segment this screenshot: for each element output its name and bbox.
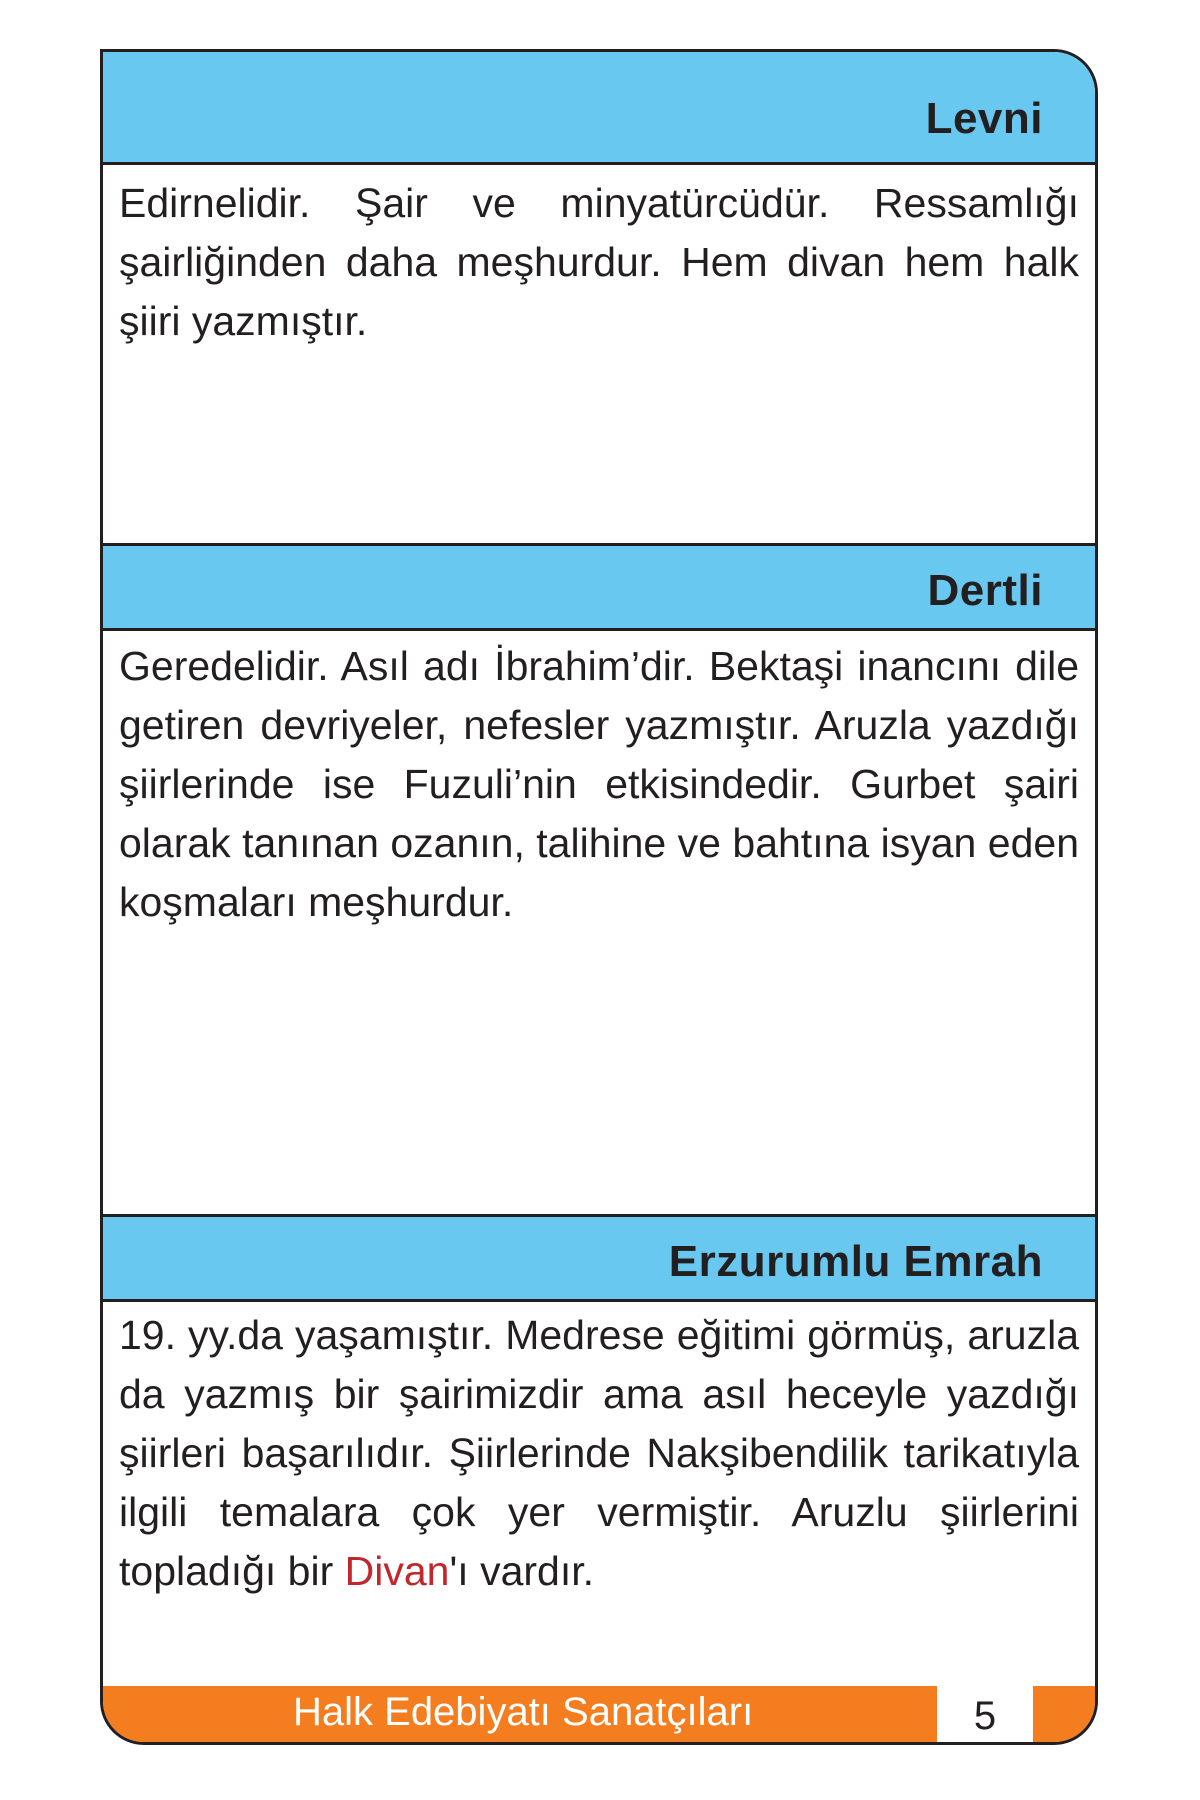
section-title-levni: Levni xyxy=(925,94,1043,143)
section-body-levni xyxy=(119,174,1079,351)
footer-label: Halk Edebiyatı Sanatçıları xyxy=(293,1690,754,1734)
section-title-dertli: Dertli xyxy=(927,566,1043,615)
biography-card xyxy=(100,49,1098,1745)
section-text-erzurumlu-emrah-main: 19. yy.da yaşamıştır. Medrese eğitimi görmüş, aruzla da yazmış bir şairimizdir ama asıl heceyle yazdığı şiirleri başarılıdır. Şiirlerinde Nakşibendilik tarikatıyla ilgili temalara çok yer vermiştir. Aruzlu şiirlerini topladığı bir xyxy=(119,1312,1079,1594)
section-title-erzurumlu-emrah: Erzurumlu Emrah xyxy=(668,1237,1043,1286)
page-number-box xyxy=(937,1686,1033,1742)
section-text-erzurumlu-emrah xyxy=(119,1306,1079,1601)
section-header-erzurumlu-emrah xyxy=(103,1214,1095,1302)
section-text-erzurumlu-emrah-end: 'ı vardır. xyxy=(449,1548,595,1594)
section-body-erzurumlu-emrah xyxy=(119,1306,1079,1601)
page-number: 5 xyxy=(973,1694,997,1738)
section-header-levni xyxy=(103,52,1095,165)
section-body-dertli xyxy=(119,637,1079,932)
highlight-divan: Divan xyxy=(344,1548,450,1594)
footer-bar xyxy=(103,1686,1095,1742)
section-text-levni: Edirnelidir. Şair ve minyatürcüdür. Ressamlığı şairliğinden daha meşhurdur. Hem divan hem halk şiiri yazmıştır. xyxy=(119,180,1079,344)
section-header-dertli xyxy=(103,543,1095,631)
section-text-dertli: Geredelidir. Asıl adı İbrahim’dir. Bektaşi inancını dile getiren devriyeler, nefesler yazmıştır. Aruzla yazdığı şiirlerinde ise Fuzuli’nin etkisindedir. Gurbet şairi olarak tanınan ozanın, talihine ve bahtına isyan eden koşmaları meşhurdur. xyxy=(119,643,1079,925)
